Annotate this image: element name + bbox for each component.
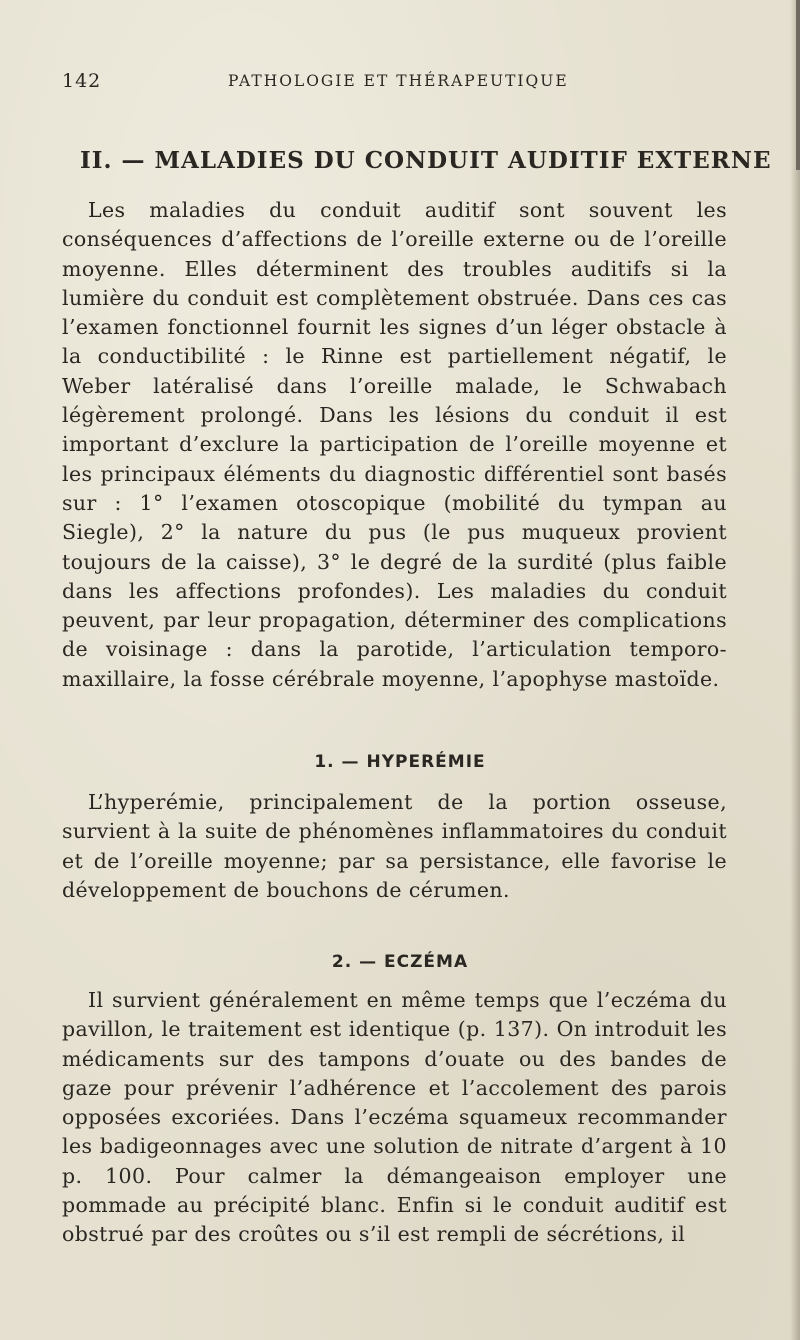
running-title: PATHOLOGIE ET THÉRAPEUTIQUE: [228, 72, 569, 90]
section-heading-eczema: 2. — ECZÉMA: [331, 952, 469, 972]
page-edge-tab: [796, 0, 800, 170]
section-paragraph-hyperemie: L’hyperémie, principalement de la portion osseuse, survient à la suite de phénomènes inflammatoires du conduit et de l’oreille moyenne; par sa persistance, elle favorise le développement de bouchons de cérumen.: [62, 790, 727, 902]
page-edge-shadow: [790, 0, 800, 1340]
running-header: [62, 70, 752, 100]
intro-paragraph: Les maladies du conduit auditif sont souvent les conséquences d’affections de l’oreille externe ou de l’oreille moyenne. Elles déterminent des troubles auditifs si la lumière du conduit est complètement obstruée. Dans ces cas l’examen fonctionnel fournit les signes d’un léger obstacle à la conductibilité : le Rinne est partiellement négatif, le Weber latéralisé dans l’oreille malade, le Schwabach légèrement prolongé. Dans les lésions du conduit il est important d’exclure la participation de l’oreille moyenne et les principaux éléments du diagnostic différentiel sont basés sur : 1° l’examen otoscopique (mobilité du tympan au Siegle), 2° la nature du pus (le pus muqueux provient toujours de la caisse), 3° le degré de la surdité (plus faible dans les affections profondes). Les maladies du conduit peuvent, par leur propagation, déterminer des complications de voisinage : dans la parotide, l’articulation temporo-maxillaire, la fosse cérébrale moyenne, l’apophyse mastoïde.: [62, 198, 727, 691]
section-paragraph-eczema: Il survient généralement en même temps que l’eczéma du pavillon, le traitement est identique (p. 137). On introduit les médicaments sur des tampons d’ouate ou des bandes de gaze pour prévenir l’adhérence et l’accolement des parois opposées excoriées. Dans l’eczéma squameux recommander les badigeonnages avec une solution de nitrate d’argent à 10 p. 100. Pour calmer la démangeaison employer une pommade au précipité blanc. Enfin si le conduit auditif est obstrué par des croûtes ou s’il est rempli de sécrétions, il: [62, 988, 727, 1247]
page-number: 142: [62, 70, 102, 92]
chapter-title: II. — MALADIES DU CONDUIT AUDITIF EXTERNE: [80, 147, 772, 174]
section-heading-hyperemie: 1. — HYPERÉMIE: [314, 752, 486, 772]
